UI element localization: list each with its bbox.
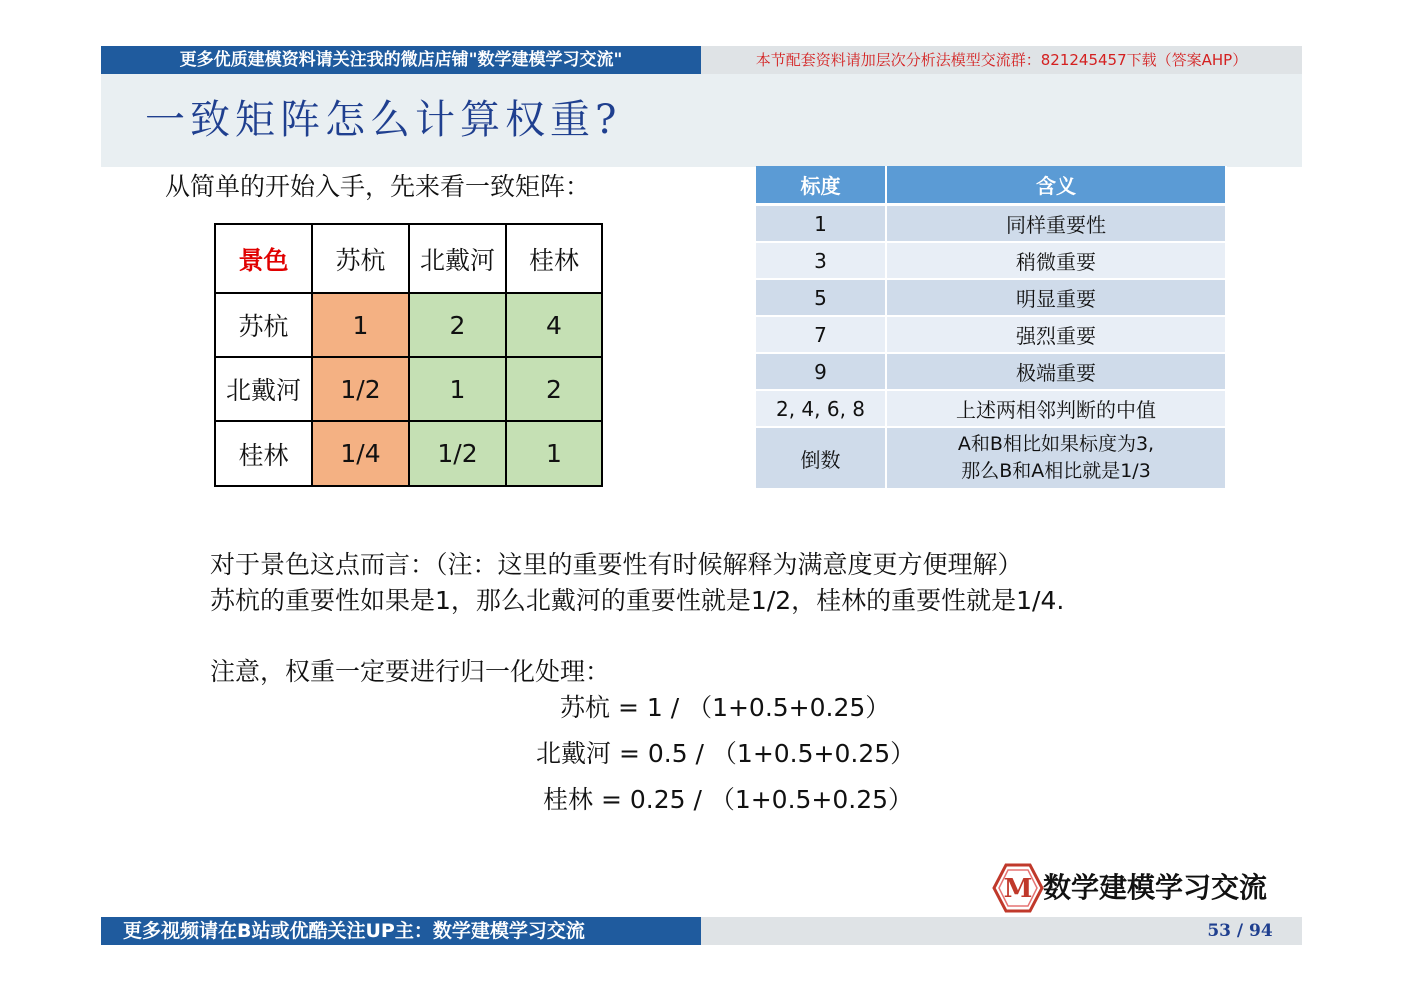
scale-value: 3 xyxy=(756,243,887,280)
logo-letter: M xyxy=(1003,874,1033,904)
matrix-col-header: 桂林 xyxy=(506,224,602,293)
matrix-corner-cell: 景色 xyxy=(215,224,312,293)
scale-meaning-line: 那么B和A相比就是1/3 xyxy=(961,460,1151,482)
matrix-cell: 2 xyxy=(409,293,506,357)
formula-suhang: 苏杭 = 1 / （1+0.5+0.25） xyxy=(560,693,891,722)
scale-value: 倒数 xyxy=(756,428,887,490)
matrix-cell: 1 xyxy=(409,357,506,421)
brand-logo xyxy=(992,862,1044,914)
scale-meaning: 稍微重要 xyxy=(887,243,1227,280)
page-number: 53 / 94 xyxy=(1207,921,1273,941)
matrix-cell: 1 xyxy=(506,421,602,486)
matrix-cell: 1/2 xyxy=(409,421,506,486)
matrix-col-header: 苏杭 xyxy=(312,224,409,293)
scale-meaning: 极端重要 xyxy=(887,354,1227,391)
scale-meaning-line: A和B相比如果标度为3, xyxy=(957,433,1155,455)
scale-row xyxy=(756,428,1227,490)
matrix-cell: 2 xyxy=(506,357,602,421)
scale-meaning: 强烈重要 xyxy=(887,317,1227,354)
top-promo-banner: 更多优质建模资料请关注我的微店店铺"数学建模学习交流" xyxy=(101,46,701,74)
formula-guilin: 桂林 = 0.25 / （1+0.5+0.25） xyxy=(543,785,914,814)
scale-value: 5 xyxy=(756,280,887,317)
page-title: 一致矩阵怎么计算权重? xyxy=(145,97,622,143)
scale-table xyxy=(756,166,1227,490)
scale-meaning: 明显重要 xyxy=(887,280,1227,317)
matrix-header-row xyxy=(215,224,602,293)
meaning-header: 含义 xyxy=(887,166,1227,206)
scale-row xyxy=(756,391,1227,428)
scale-row xyxy=(756,243,1227,280)
matrix-cell: 4 xyxy=(506,293,602,357)
top-group-banner: 本节配套资料请加层次分析法模型交流群：821245457下载（答案AHP） xyxy=(701,46,1302,74)
scale-value: 9 xyxy=(756,354,887,391)
scale-value: 7 xyxy=(756,317,887,354)
scale-meaning xyxy=(887,428,1227,490)
scale-row xyxy=(756,354,1227,391)
matrix-col-header: 北戴河 xyxy=(409,224,506,293)
scale-meaning: 同样重要性 xyxy=(887,206,1227,243)
bottom-promo-banner: 更多视频请在B站或优酷关注UP主：数学建模学习交流 xyxy=(101,917,701,945)
intro-text: 从简单的开始入手，先来看一致矩阵： xyxy=(165,172,591,201)
scale-row xyxy=(756,280,1227,317)
matrix-row xyxy=(215,293,602,357)
scale-value: 1 xyxy=(756,206,887,243)
normalization-note: 注意，权重一定要进行归一化处理： xyxy=(210,657,611,686)
explanation-line-1: 对于景色这点而言：（注：这里的重要性有时候解释为满意度更方便理解） xyxy=(210,550,1023,579)
explanation-line-2: 苏杭的重要性如果是1，那么北戴河的重要性就是1/2，桂林的重要性就是1/4. xyxy=(210,586,1065,615)
scale-row xyxy=(756,317,1227,354)
scale-meaning: 上述两相邻判断的中值 xyxy=(887,391,1227,428)
matrix-row-header: 北戴河 xyxy=(215,357,312,421)
brand-name: 数学建模学习交流 xyxy=(1043,871,1268,904)
matrix-row xyxy=(215,421,602,486)
scale-value: 2, 4, 6, 8 xyxy=(756,391,887,428)
matrix-row-header: 桂林 xyxy=(215,421,312,486)
formula-beidaihe: 北戴河 = 0.5 / （1+0.5+0.25） xyxy=(536,739,916,768)
matrix-cell: 1/2 xyxy=(312,357,409,421)
consistency-matrix xyxy=(214,223,603,487)
matrix-cell: 1 xyxy=(312,293,409,357)
matrix-row-header: 苏杭 xyxy=(215,293,312,357)
scale-header-row xyxy=(756,166,1227,206)
matrix-row xyxy=(215,357,602,421)
scale-row xyxy=(756,206,1227,243)
m-hexagon-icon xyxy=(992,862,1044,914)
matrix-cell: 1/4 xyxy=(312,421,409,486)
scale-header: 标度 xyxy=(756,166,887,206)
